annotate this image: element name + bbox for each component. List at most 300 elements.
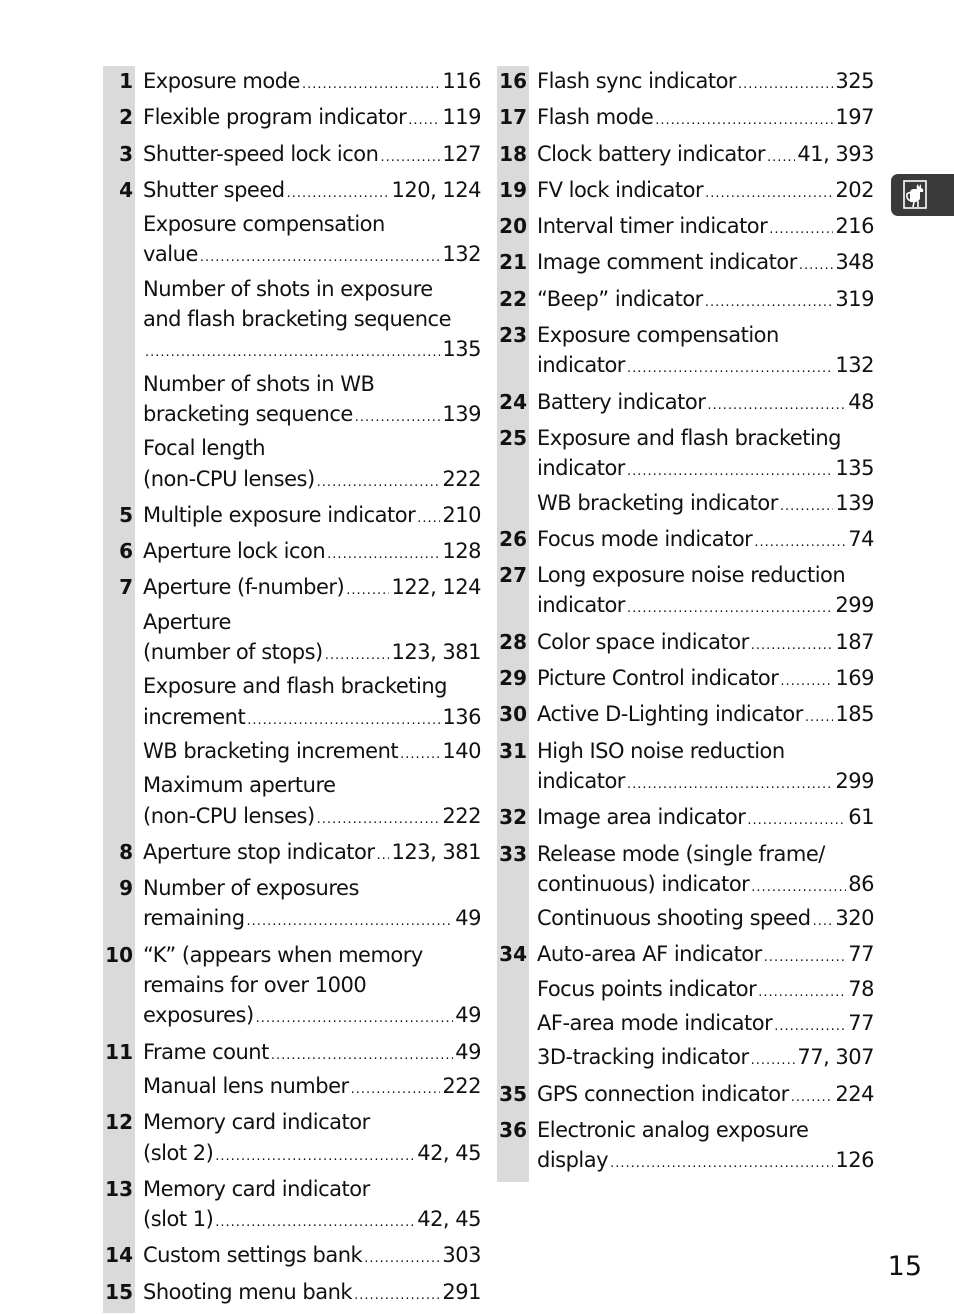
index-item xyxy=(103,536,481,572)
index-item xyxy=(497,560,874,627)
leader-dots xyxy=(780,492,834,522)
index-item xyxy=(103,1037,481,1108)
leader-dots xyxy=(705,179,833,209)
page-reference: 299 xyxy=(835,768,874,793)
item-label: Release mode (single frame/ xyxy=(537,841,825,866)
page-reference: 123, 381 xyxy=(391,640,481,665)
chapter-tab xyxy=(891,174,954,216)
leader-dots xyxy=(215,1142,415,1172)
item-number: 33 xyxy=(499,841,527,866)
index-item xyxy=(497,1115,874,1182)
page-reference: 210 xyxy=(442,502,481,527)
page-reference: 169 xyxy=(835,666,874,691)
index-item xyxy=(103,500,481,536)
item-label: AF-area mode indicator xyxy=(537,1011,773,1036)
item-line xyxy=(143,1204,481,1238)
item-label: increment xyxy=(143,704,246,729)
leader-dots xyxy=(247,706,440,736)
item-label: Interval timer indicator xyxy=(537,214,768,239)
item-line xyxy=(143,671,481,701)
item-number: 4 xyxy=(119,177,133,202)
item-line xyxy=(537,1042,874,1076)
item-label: exposures) xyxy=(143,1003,254,1028)
item-label: bracketing sequence xyxy=(143,401,353,426)
item-label: Shooting menu bank xyxy=(143,1279,353,1304)
index-item xyxy=(497,66,874,102)
item-line xyxy=(143,1174,481,1204)
page-reference: 74 xyxy=(848,526,874,551)
item-line xyxy=(143,433,481,463)
item-label: Exposure and flash bracketing xyxy=(537,425,842,450)
leader-dots xyxy=(351,1075,441,1105)
leader-dots xyxy=(408,106,440,136)
leader-dots xyxy=(610,1149,833,1179)
item-number: 7 xyxy=(119,575,133,600)
item-label: Number of exposures xyxy=(143,876,359,901)
item-label: indicator xyxy=(537,593,625,618)
index-item xyxy=(103,940,481,1037)
page-reference: 202 xyxy=(835,177,874,202)
item-label: (number of stops) xyxy=(143,640,323,665)
leader-dots xyxy=(145,338,440,368)
page-reference: 77 xyxy=(848,1011,874,1036)
item-label: Color space indicator xyxy=(537,629,749,654)
item-number: 24 xyxy=(499,389,527,414)
page-reference: 299 xyxy=(835,593,874,618)
item-label: 3D-tracking indicator xyxy=(537,1045,749,1070)
leader-dots xyxy=(417,504,440,534)
index-item xyxy=(103,1240,481,1276)
item-number: 1 xyxy=(119,69,133,93)
item-line xyxy=(143,304,481,334)
page-reference: 185 xyxy=(835,702,874,727)
item-label: Continuous shooting speed xyxy=(537,906,811,931)
leader-dots xyxy=(780,667,833,697)
item-number: 36 xyxy=(499,1117,527,1142)
item-label: Focus points indicator xyxy=(537,976,757,1001)
leader-dots xyxy=(769,215,833,245)
item-line xyxy=(537,939,874,973)
item-line xyxy=(143,175,481,209)
leader-dots xyxy=(705,288,834,318)
item-label: Auto-area AF indicator xyxy=(537,942,762,967)
item-label: Long exposure noise reduction xyxy=(537,563,846,588)
item-label: High ISO noise reduction xyxy=(537,738,785,763)
item-number: 12 xyxy=(105,1110,133,1135)
index-item xyxy=(103,175,481,500)
page-reference: 224 xyxy=(835,1081,874,1106)
item-label: Memory card indicator xyxy=(143,1176,370,1201)
item-line xyxy=(143,637,481,671)
page-reference: 48 xyxy=(848,389,874,414)
item-line xyxy=(537,66,874,100)
item-label: indicator xyxy=(537,768,625,793)
item-line xyxy=(537,350,874,384)
item-number: 11 xyxy=(105,1039,133,1064)
index-item xyxy=(497,1079,874,1115)
item-line xyxy=(143,1240,481,1274)
item-label: Flexible program indicator xyxy=(143,105,407,130)
rooster-icon xyxy=(903,180,943,210)
leader-dots xyxy=(707,391,846,421)
item-number: 21 xyxy=(499,250,527,275)
index-item xyxy=(497,839,874,940)
item-number: 5 xyxy=(119,502,133,527)
leader-dots xyxy=(364,1244,440,1274)
item-line xyxy=(537,102,874,136)
item-label: indicator xyxy=(537,353,625,378)
index-item xyxy=(497,939,874,1078)
item-number: 18 xyxy=(499,141,527,166)
page-reference: 42, 45 xyxy=(417,1207,481,1232)
page-reference: 86 xyxy=(848,871,874,896)
item-label: Memory card indicator xyxy=(143,1110,370,1135)
item-label: (non-CPU lenses) xyxy=(143,803,315,828)
page-reference: 136 xyxy=(442,704,481,729)
item-line xyxy=(537,590,874,624)
page-number: 15 xyxy=(887,1251,922,1282)
index-item xyxy=(103,1277,481,1313)
index-column-left xyxy=(103,66,481,1313)
page-reference: 320 xyxy=(835,906,874,931)
item-label: remains for over 1000 xyxy=(143,973,367,998)
index-item xyxy=(103,572,481,836)
item-label: Number of shots in exposure xyxy=(143,276,433,301)
item-line xyxy=(143,940,481,970)
item-label: Aperture lock icon xyxy=(143,539,326,564)
item-label: (slot 2) xyxy=(143,1140,214,1165)
page-reference: 222 xyxy=(442,803,481,828)
item-label: Exposure compensation xyxy=(143,212,385,237)
item-number: 14 xyxy=(105,1243,133,1268)
item-line xyxy=(537,247,874,281)
index-item xyxy=(103,873,481,940)
item-label: value xyxy=(143,242,198,267)
leader-dots xyxy=(325,641,390,671)
item-line xyxy=(537,766,874,800)
leader-dots xyxy=(655,106,833,136)
leader-dots xyxy=(377,841,390,871)
item-line xyxy=(537,320,874,350)
page-reference: 197 xyxy=(835,105,874,130)
leader-dots xyxy=(256,1004,454,1034)
item-line xyxy=(537,699,874,733)
index-item xyxy=(497,211,874,247)
item-line xyxy=(537,211,874,245)
item-number: 20 xyxy=(499,214,527,239)
page-reference: 319 xyxy=(835,286,874,311)
item-line xyxy=(143,369,481,399)
index-item xyxy=(497,387,874,423)
item-label: Custom settings bank xyxy=(143,1243,363,1268)
index-item xyxy=(497,736,874,803)
item-line xyxy=(537,974,874,1008)
item-label: Aperture (f-number) xyxy=(143,575,345,600)
page-reference: 126 xyxy=(835,1148,874,1173)
item-line xyxy=(537,627,874,661)
page-reference: 49 xyxy=(455,1003,481,1028)
item-label: Shutter-speed lock icon xyxy=(143,141,379,166)
item-number: 15 xyxy=(105,1279,133,1304)
item-label: remaining xyxy=(143,906,245,931)
item-number: 6 xyxy=(119,539,133,564)
item-line xyxy=(143,102,481,136)
leader-dots xyxy=(813,907,834,937)
leader-dots xyxy=(271,1041,453,1071)
item-line xyxy=(143,464,481,498)
item-label: Exposure compensation xyxy=(537,323,779,348)
page-reference: 49 xyxy=(455,1039,481,1064)
index-item xyxy=(497,175,874,211)
leader-dots xyxy=(627,594,833,624)
page-reference: 123, 381 xyxy=(391,839,481,864)
item-label: Maximum aperture xyxy=(143,773,336,798)
item-line xyxy=(537,524,874,558)
item-label: Image area indicator xyxy=(537,805,746,830)
leader-dots xyxy=(327,540,440,570)
page-reference: 42, 45 xyxy=(417,1140,481,1165)
item-label: Active D-Lighting indicator xyxy=(537,702,803,727)
item-label: Electronic analog exposure xyxy=(537,1117,809,1142)
leader-dots xyxy=(799,251,834,281)
page-reference: 41, 393 xyxy=(797,141,874,166)
item-label: Multiple exposure indicator xyxy=(143,502,416,527)
item-label: WB bracketing increment xyxy=(143,738,399,763)
leader-dots xyxy=(758,978,846,1008)
index-item xyxy=(497,102,874,138)
item-line xyxy=(143,1107,481,1137)
item-number: 8 xyxy=(119,839,133,864)
index-item xyxy=(497,524,874,560)
page-reference: 291 xyxy=(442,1279,481,1304)
leader-dots xyxy=(200,243,441,273)
leader-dots xyxy=(774,1012,846,1042)
item-line xyxy=(143,1277,481,1311)
item-line xyxy=(537,736,874,766)
item-line xyxy=(537,663,874,697)
item-label: indicator xyxy=(537,456,625,481)
page-reference: 61 xyxy=(848,805,874,830)
index-item xyxy=(497,699,874,735)
item-number: 23 xyxy=(499,323,527,348)
leader-dots xyxy=(247,907,454,937)
item-line xyxy=(537,175,874,209)
leader-dots xyxy=(287,179,390,209)
item-line xyxy=(537,387,874,421)
index-item xyxy=(497,663,874,699)
item-line xyxy=(143,239,481,273)
page-reference: 222 xyxy=(442,466,481,491)
leader-dots xyxy=(751,1046,796,1076)
page-reference: 119 xyxy=(442,105,481,130)
page-reference: 135 xyxy=(442,337,481,362)
item-line xyxy=(143,334,481,368)
leader-dots xyxy=(346,576,389,606)
page-reference: 187 xyxy=(835,629,874,654)
item-label: Picture Control indicator xyxy=(537,666,779,691)
index-item xyxy=(103,102,481,138)
leader-dots xyxy=(627,770,833,800)
item-number: 34 xyxy=(499,942,527,967)
leader-dots xyxy=(627,354,833,384)
item-label: Number of shots in WB xyxy=(143,371,375,396)
index-item xyxy=(497,423,874,524)
item-label: Exposure and flash bracketing xyxy=(143,674,448,699)
page-reference: 303 xyxy=(442,1243,481,1268)
leader-dots xyxy=(355,403,441,433)
item-line xyxy=(537,839,874,869)
item-line xyxy=(143,209,481,239)
leader-dots xyxy=(767,143,795,173)
item-label: WB bracketing indicator xyxy=(537,490,778,515)
page-reference: 128 xyxy=(442,539,481,564)
page-reference: 216 xyxy=(835,214,874,239)
item-label: Flash mode xyxy=(537,105,654,130)
item-number: 19 xyxy=(499,177,527,202)
item-number: 3 xyxy=(119,141,133,166)
index-item xyxy=(103,139,481,175)
page-reference: 325 xyxy=(835,69,874,93)
index-column-right xyxy=(497,66,874,1182)
index-item xyxy=(103,66,481,102)
index-item xyxy=(103,1174,481,1241)
leader-dots xyxy=(764,943,846,973)
item-number: 16 xyxy=(499,69,527,93)
index-item xyxy=(497,139,874,175)
item-number: 30 xyxy=(499,702,527,727)
index-item xyxy=(497,802,874,838)
item-label: (slot 1) xyxy=(143,1207,214,1232)
page-reference: 348 xyxy=(835,250,874,275)
page-reference: 139 xyxy=(835,490,874,515)
item-line xyxy=(537,869,874,903)
page-reference: 127 xyxy=(442,141,481,166)
item-line xyxy=(143,801,481,835)
item-line xyxy=(143,536,481,570)
item-number: 17 xyxy=(499,105,527,130)
item-number: 2 xyxy=(119,105,133,130)
item-number: 22 xyxy=(499,286,527,311)
item-line xyxy=(143,873,481,903)
item-line xyxy=(143,702,481,736)
index-item xyxy=(497,247,874,283)
page-reference: 49 xyxy=(455,906,481,931)
item-line xyxy=(143,572,481,606)
item-line xyxy=(537,802,874,836)
page-reference: 78 xyxy=(848,976,874,1001)
leader-dots xyxy=(751,873,846,903)
item-label: Flash sync indicator xyxy=(537,69,737,93)
item-label: Aperture stop indicator xyxy=(143,839,375,864)
item-label: (non-CPU lenses) xyxy=(143,466,315,491)
leader-dots xyxy=(754,528,846,558)
item-label: Aperture xyxy=(143,609,231,634)
page-reference: 135 xyxy=(835,456,874,481)
leader-dots xyxy=(380,143,440,173)
item-line xyxy=(537,1115,874,1145)
leader-dots xyxy=(215,1208,415,1238)
item-label: Clock battery indicator xyxy=(537,141,765,166)
item-label: GPS connection indicator xyxy=(537,1081,789,1106)
leader-dots xyxy=(791,1083,834,1113)
item-line xyxy=(143,1000,481,1034)
item-line xyxy=(537,903,874,937)
item-number: 10 xyxy=(105,942,133,967)
item-label: and flash bracketing sequence xyxy=(143,307,451,332)
leader-dots xyxy=(317,805,441,835)
page-reference: 140 xyxy=(442,738,481,763)
page-reference: 132 xyxy=(442,242,481,267)
item-number: 25 xyxy=(499,425,527,450)
item-label: Shutter speed xyxy=(143,177,285,202)
item-label: “Beep” indicator xyxy=(537,286,703,311)
page-reference: 222 xyxy=(442,1073,481,1098)
item-line xyxy=(537,453,874,487)
page-reference: 132 xyxy=(835,353,874,378)
leader-dots xyxy=(738,70,833,100)
item-number: 32 xyxy=(499,805,527,830)
item-line xyxy=(143,274,481,304)
item-line xyxy=(143,1138,481,1172)
index-item xyxy=(103,837,481,873)
item-line xyxy=(143,970,481,1000)
leader-dots xyxy=(317,468,441,498)
item-line xyxy=(143,1071,481,1105)
item-line xyxy=(537,1008,874,1042)
leader-dots xyxy=(354,1281,440,1311)
item-label: continuous) indicator xyxy=(537,871,750,896)
item-line xyxy=(143,607,481,637)
item-number: 27 xyxy=(499,563,527,588)
index-item xyxy=(103,1107,481,1174)
item-label: Focal length xyxy=(143,436,266,461)
page-reference: 139 xyxy=(442,401,481,426)
item-line xyxy=(143,139,481,173)
item-label: “K” (appears when memory xyxy=(143,942,423,967)
item-line xyxy=(537,139,874,173)
leader-dots xyxy=(627,457,833,487)
item-line xyxy=(537,1145,874,1179)
index-item xyxy=(497,284,874,320)
leader-dots xyxy=(751,631,834,661)
item-label: display xyxy=(537,1148,609,1173)
item-number: 13 xyxy=(105,1176,133,1201)
item-line xyxy=(143,66,481,100)
item-number: 35 xyxy=(499,1081,527,1106)
item-line xyxy=(537,423,874,453)
item-line xyxy=(143,736,481,770)
leader-dots xyxy=(302,70,440,100)
leader-dots xyxy=(747,806,846,836)
page-reference: 77, 307 xyxy=(797,1045,874,1070)
item-number: 9 xyxy=(119,876,133,901)
item-label: Manual lens number xyxy=(143,1073,349,1098)
item-line xyxy=(143,837,481,871)
item-line xyxy=(143,500,481,534)
item-label: Exposure mode xyxy=(143,69,300,93)
item-label: Focus mode indicator xyxy=(537,526,753,551)
item-line xyxy=(537,284,874,318)
item-line xyxy=(143,770,481,800)
item-number: 29 xyxy=(499,666,527,691)
index-item xyxy=(497,627,874,663)
item-label: Battery indicator xyxy=(537,389,706,414)
page-reference: 77 xyxy=(848,942,874,967)
item-number: 31 xyxy=(499,738,527,763)
leader-dots xyxy=(400,740,440,770)
item-line xyxy=(143,399,481,433)
item-label: Frame count xyxy=(143,1039,269,1064)
